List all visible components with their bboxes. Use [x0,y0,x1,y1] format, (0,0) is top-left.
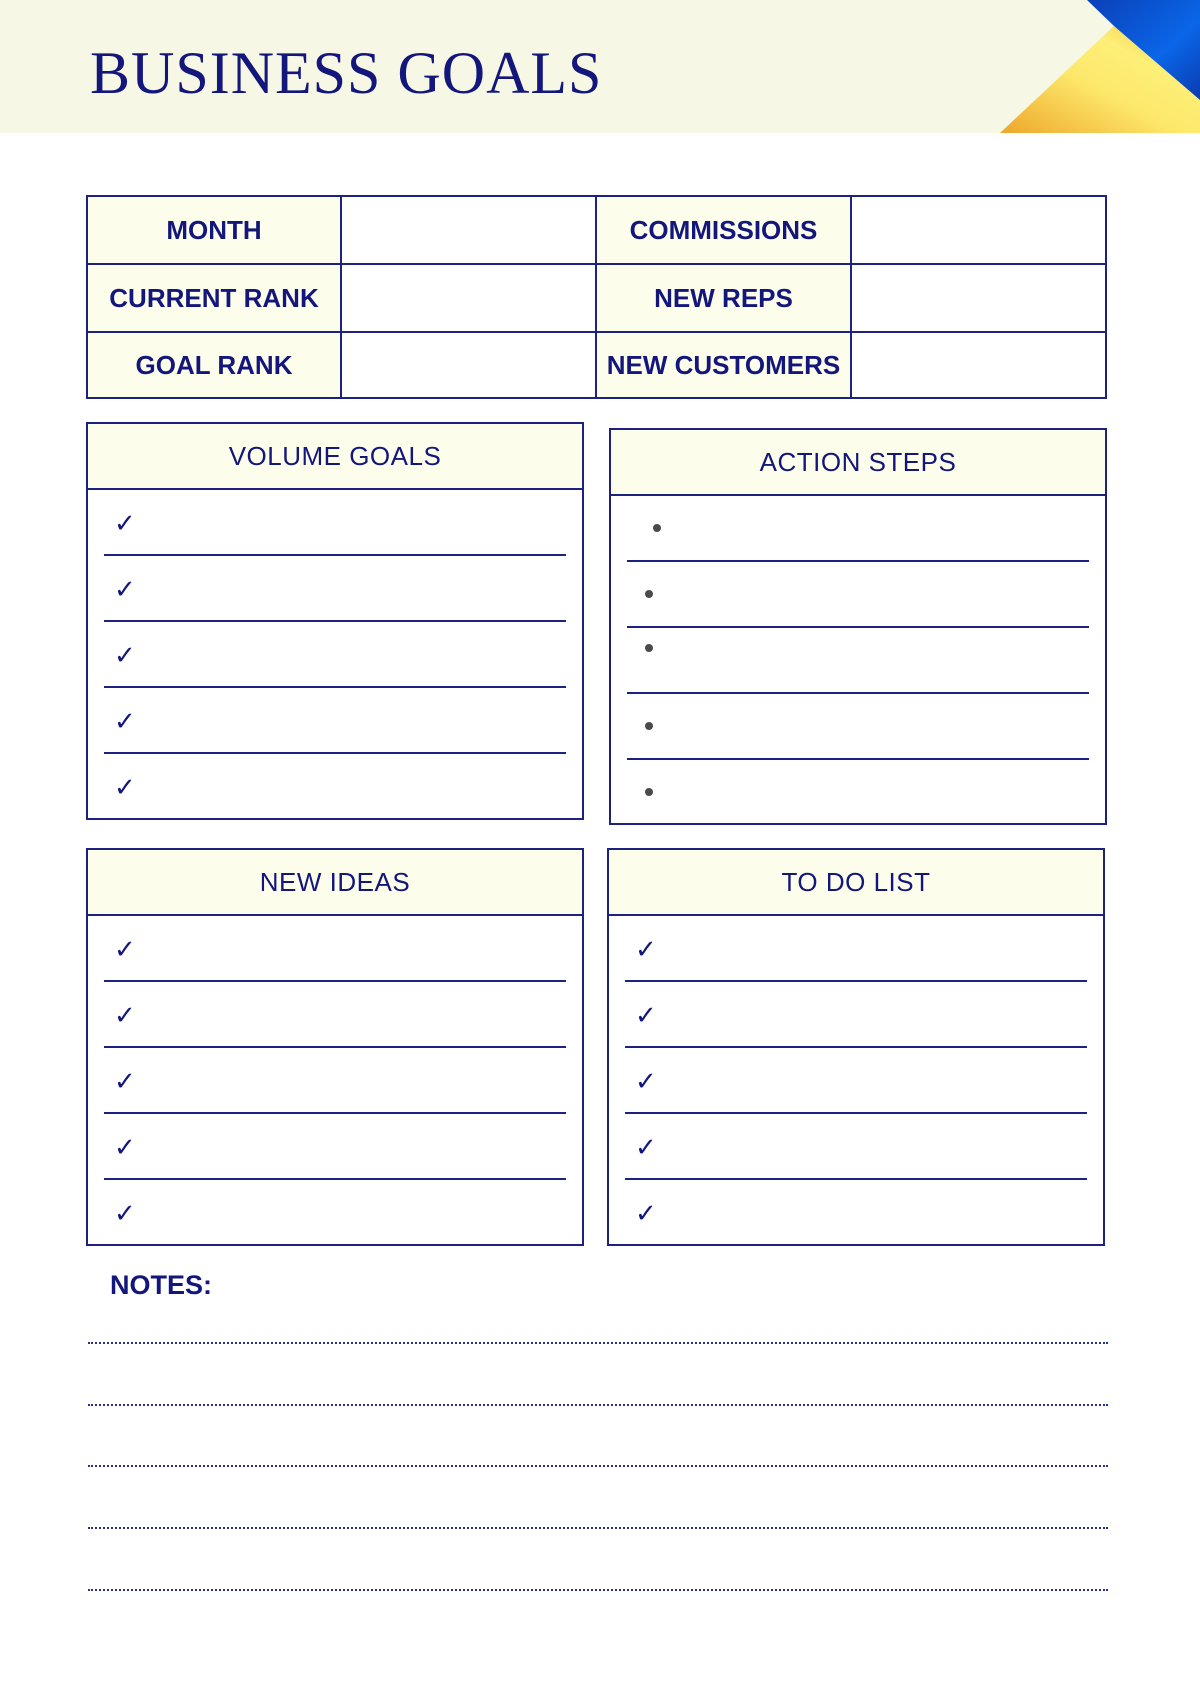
list-item[interactable] [625,1048,1087,1114]
bullet-icon [645,644,653,652]
to-do-list-section [607,848,1105,1246]
list-item[interactable] [104,688,566,754]
volume-goals-title: VOLUME GOALS [88,424,582,490]
new-reps-field[interactable] [852,265,1105,333]
list-item[interactable] [625,982,1087,1048]
action-steps-title: ACTION STEPS [611,430,1105,496]
checkmark-icon: ✓ [114,574,136,604]
header-band [0,0,1200,133]
new-customers-label: NEW CUSTOMERS [597,333,852,397]
checkmark-icon: ✓ [635,1000,657,1030]
notes-line[interactable] [88,1404,1108,1406]
notes-line[interactable] [88,1589,1108,1591]
current-rank-label: CURRENT RANK [88,265,342,333]
checkmark-icon: ✓ [114,1066,136,1096]
notes-line[interactable] [88,1342,1108,1344]
notes-line[interactable] [88,1465,1108,1467]
new-customers-field[interactable] [852,333,1105,397]
action-steps-section [609,428,1107,825]
list-item[interactable] [104,916,566,982]
goal-rank-label: GOAL RANK [88,333,342,397]
bullet-icon [645,788,653,796]
list-item[interactable] [104,1180,566,1246]
list-item[interactable] [627,562,1089,628]
checkmark-icon: ✓ [635,1132,657,1162]
checkmark-icon: ✓ [114,1000,136,1030]
current-rank-field[interactable] [342,265,597,333]
list-item[interactable] [625,1180,1087,1246]
summary-table [86,195,1107,399]
list-item[interactable] [104,1114,566,1180]
volume-goals-section [86,422,584,820]
new-ideas-title: NEW IDEAS [88,850,582,916]
checkmark-icon: ✓ [635,934,657,964]
checkmark-icon: ✓ [635,1066,657,1096]
list-item[interactable] [104,1048,566,1114]
month-field[interactable] [342,197,597,265]
checkmark-icon: ✓ [114,772,136,802]
checkmark-icon: ✓ [114,1198,136,1228]
page-title: BUSINESS GOALS [90,40,603,106]
checkmark-icon: ✓ [114,934,136,964]
list-item[interactable] [104,556,566,622]
new-ideas-section [86,848,584,1246]
list-item[interactable] [627,760,1089,826]
bullet-icon [645,590,653,598]
corner-decoration-icon [980,0,1200,133]
list-item[interactable] [104,490,566,556]
commissions-field[interactable] [852,197,1105,265]
list-item[interactable] [627,628,1089,694]
checkmark-icon: ✓ [635,1198,657,1228]
checkmark-icon: ✓ [114,508,136,538]
notes-line[interactable] [88,1527,1108,1529]
month-label: MONTH [88,197,342,265]
bullet-icon [645,722,653,730]
checkmark-icon: ✓ [114,706,136,736]
list-item[interactable] [627,694,1089,760]
commissions-label: COMMISSIONS [597,197,852,265]
list-item[interactable] [104,982,566,1048]
checkmark-icon: ✓ [114,1132,136,1162]
notes-label: NOTES: [110,1270,213,1300]
new-reps-label: NEW REPS [597,265,852,333]
to-do-list-title: TO DO LIST [609,850,1103,916]
list-item[interactable] [104,754,566,820]
list-item[interactable] [625,1114,1087,1180]
list-item[interactable] [627,496,1089,562]
bullet-icon [653,524,661,532]
list-item[interactable] [104,622,566,688]
goal-rank-field[interactable] [342,333,597,397]
list-item[interactable] [625,916,1087,982]
checkmark-icon: ✓ [114,640,136,670]
